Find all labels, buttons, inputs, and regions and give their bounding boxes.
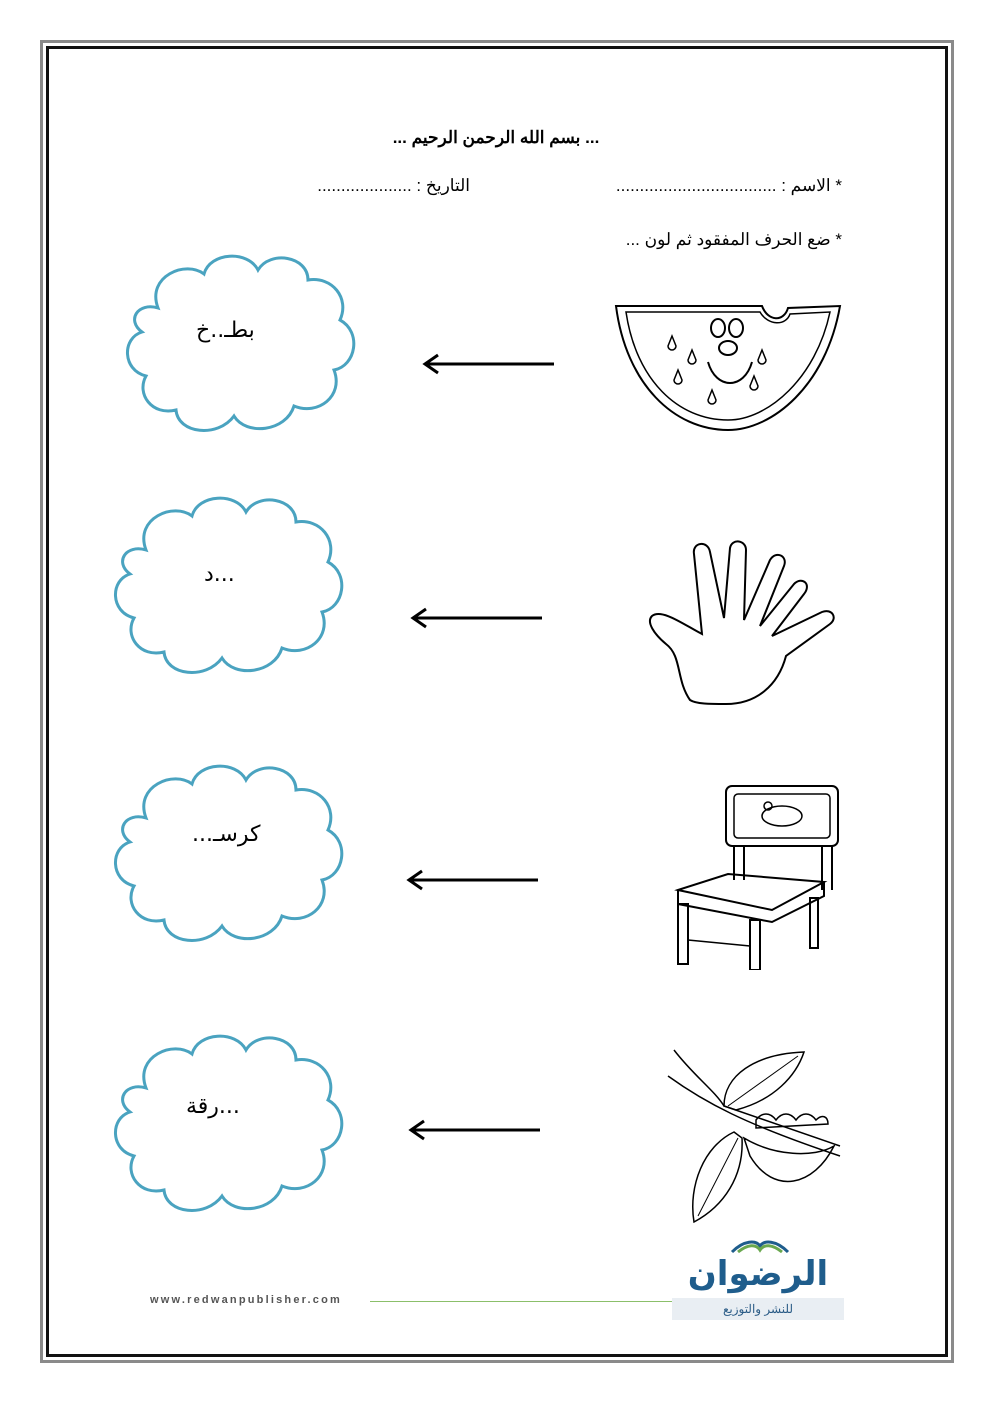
left-arrow-icon [408, 606, 546, 630]
missing-letter-word: كرسـ... [192, 822, 261, 847]
answer-cloud [118, 246, 362, 438]
instruction-text: * ضع الحرف المفقود ثم لون ... [625, 230, 842, 249]
left-arrow-icon [406, 1118, 544, 1142]
basmala-heading: ... بسم الله الرحمن الرحيم ... [392, 128, 600, 147]
answer-cloud [106, 756, 350, 948]
left-arrow-icon [404, 868, 542, 892]
answer-cloud [106, 1026, 350, 1218]
missing-letter-word: ...رقة [186, 1094, 240, 1119]
answer-cloud [106, 488, 350, 680]
missing-letter-word: بطـ..خ [196, 318, 255, 343]
publisher-url[interactable]: www.redwanpublisher.com [150, 1294, 342, 1306]
name-field-label: * الاسم : .................................. [615, 176, 842, 195]
publisher-logo-tagline: للنشر والتوزيع [672, 1298, 844, 1320]
left-arrow-icon [420, 352, 558, 376]
cloud-shape [106, 1026, 350, 1218]
chair-icon [664, 780, 844, 970]
book-icon [728, 1232, 792, 1256]
leaf-caterpillar-icon [664, 1046, 844, 1226]
hand-icon [646, 540, 842, 706]
date-field-label: التاريخ : .................... [317, 176, 470, 195]
cloud-shape [106, 756, 350, 948]
publisher-logo-name: الرضوان [687, 1254, 829, 1294]
publisher-logo [672, 1232, 844, 1324]
missing-letter-word: ...د [204, 562, 235, 587]
watermelon-icon [612, 296, 844, 436]
